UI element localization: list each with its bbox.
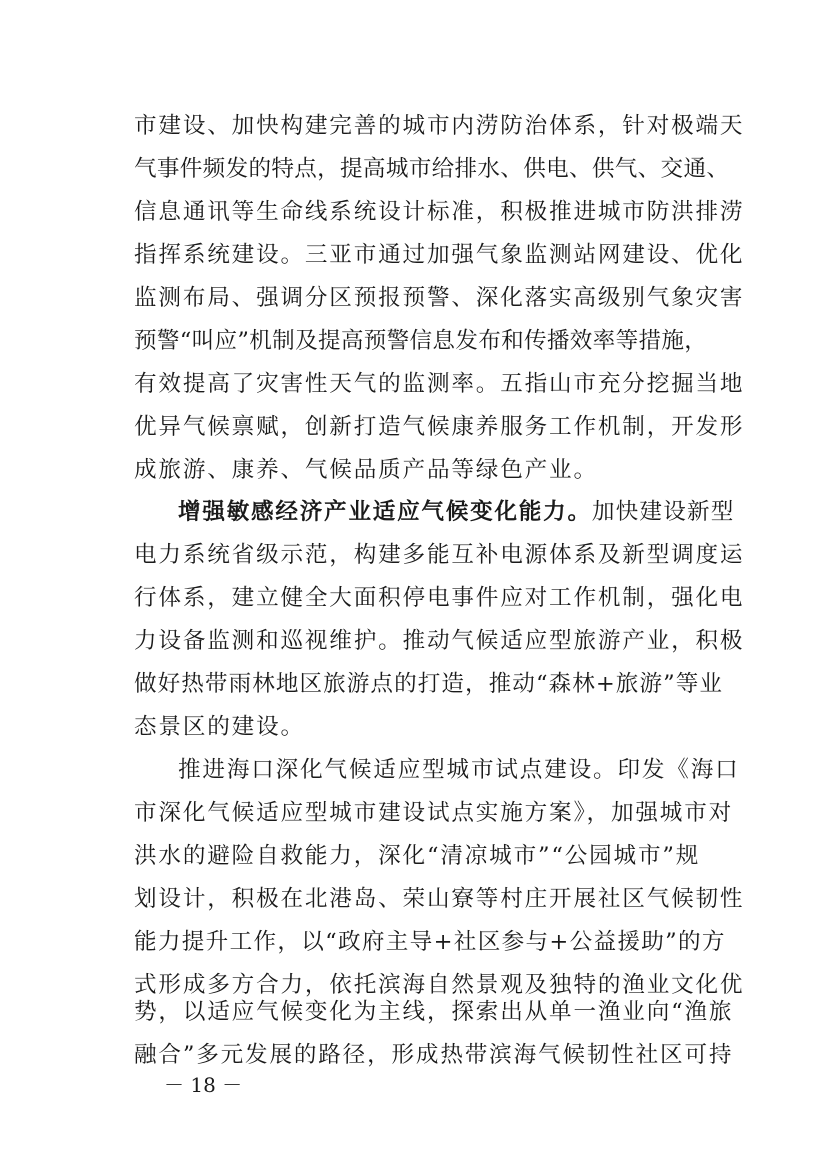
text-line: 成旅游、康养、气候品质产品等绿色产业。 xyxy=(134,457,598,483)
text-line: 式形成多方合力，依托滨海自然景观及独特的渔业文化优 xyxy=(134,972,745,998)
paragraph-first-line xyxy=(178,497,826,527)
text-line: 优异气候禀赋，创新打造气候康养服务工作机制，开发形 xyxy=(134,414,745,440)
text-line: 推进海口深化气候适应型城市试点建设。印发《海口 xyxy=(178,757,740,783)
text-line: 能力提升工作，以“政府主导+社区参与+公益援助”的方 xyxy=(134,929,726,955)
text-line: 信息通讯等生命线系统设计标准，积极推进城市防洪排涝 xyxy=(134,199,745,225)
text-line: 有效提高了灾害性天气的监测率。五指山市充分挖掘当地 xyxy=(134,371,745,397)
text-line: 预警“叫应”机制及提高预警信息发布和传播效率等措施， xyxy=(134,328,708,354)
text-line: 行体系，建立健全大面积停电事件应对工作机制，强化电 xyxy=(134,585,745,611)
text-line: 气事件频发的特点，提高城市给排水、供电、供气、交通、 xyxy=(134,156,730,182)
page-number: － 18 － xyxy=(164,1073,243,1097)
text-line: 态景区的建设。 xyxy=(134,714,305,740)
text-line: 监测布局、强调分区预报预警、深化落实高级别气象灾害 xyxy=(134,285,745,311)
text-line: 指挥系统建设。三亚市通过加强气象监测站网建设、优化 xyxy=(134,242,745,268)
text-line: 划设计，积极在北港岛、荣山寮等村庄开展社区气候韧性 xyxy=(134,886,745,912)
section-heading: 增强敏感经济产业适应气候变化能力。 xyxy=(178,499,592,525)
text-line: 势，以适应气候变化为主线，探索出从单一渔业向“渔旅 xyxy=(134,999,734,1025)
text-line: 做好热带雨林地区旅游点的打造，推动“森林+旅游”等业 xyxy=(134,671,723,697)
text-line: 力设备监测和巡视维护。推动气候适应型旅游产业，积极 xyxy=(134,628,745,654)
text-run: 加快建设新型 xyxy=(591,499,735,525)
text-line: 电力系统省级示范，构建多能互补电源体系及新型调度运 xyxy=(134,542,745,568)
text-line: 市深化气候适应型城市建设试点实施方案》，加强城市对 xyxy=(134,800,734,826)
text-line: 洪水的避险自救能力，深化“清凉城市”“公园城市”规 xyxy=(134,843,701,869)
text-line: 市建设、加快构建完善的城市内涝防治体系，针对极端天 xyxy=(134,113,745,139)
text-line: 融合”多元发展的路径，形成热带滨海气候韧性社区可持 xyxy=(134,1042,734,1068)
